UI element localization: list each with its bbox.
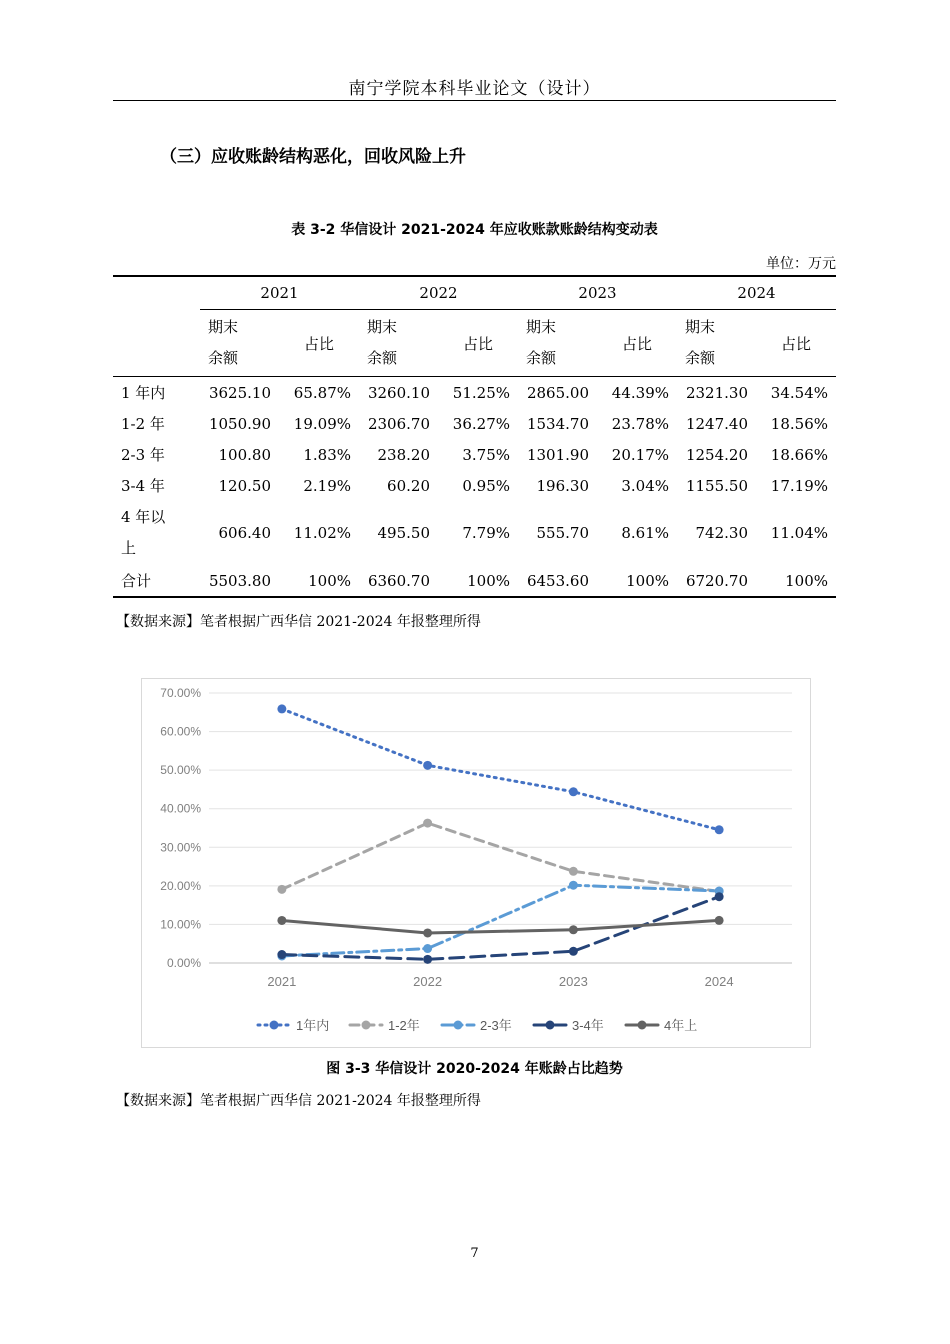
balance-header: 期末 余额	[200, 310, 279, 377]
table-cell: 2865.00	[526, 383, 589, 402]
table-cell: 36.27%	[452, 414, 510, 433]
legend-label: 1-2年	[388, 1018, 420, 1033]
row-label: 2-3 年	[121, 446, 165, 464]
x-tick-label: 2024	[704, 974, 734, 989]
table-row	[113, 501, 836, 565]
table-cell: 606.40	[218, 524, 271, 542]
section-heading: （三）应收账龄结构恶化，回收风险上升	[160, 147, 466, 167]
header-rule	[113, 100, 836, 101]
row-label: 4 年以 上	[121, 508, 166, 557]
table-cell: 60.20	[387, 476, 430, 495]
data-point	[423, 761, 432, 770]
table-cell: 6720.70	[677, 565, 756, 597]
legend-label: 4年上	[664, 1018, 698, 1033]
y-tick-label: 40.00%	[160, 801, 201, 816]
data-point	[423, 955, 432, 964]
y-tick-label: 10.00%	[160, 917, 201, 932]
legend-marker	[362, 1021, 371, 1030]
table-cell: 5503.80	[200, 565, 279, 597]
table-cell: 6360.70	[359, 565, 438, 597]
data-point	[569, 867, 578, 876]
aging-trend-chart	[141, 678, 811, 1048]
data-point	[277, 950, 286, 959]
y-tick-label: 0.00%	[166, 956, 201, 970]
table-row	[113, 439, 836, 470]
legend-marker	[638, 1021, 647, 1030]
share-header: 占比	[438, 310, 518, 377]
corner-cell	[113, 276, 200, 310]
table-cell: 0.95%	[462, 476, 510, 495]
legend-marker	[454, 1021, 463, 1030]
y-tick-label: 20.00%	[160, 878, 201, 893]
table-cell: 11.04%	[770, 524, 828, 542]
row-label: 1 年内	[121, 384, 166, 402]
data-point	[569, 881, 578, 890]
x-tick-label: 2023	[558, 974, 588, 989]
table-cell: 100%	[438, 565, 518, 597]
row-label: 3-4 年	[121, 477, 165, 495]
data-point	[569, 787, 578, 796]
data-point	[569, 925, 578, 934]
table-cell: 23.78%	[611, 414, 669, 433]
data-point	[277, 885, 286, 894]
unit-label: 单位：万元	[766, 256, 836, 272]
table-row-total	[113, 565, 836, 597]
page-header: 南宁学院本科毕业论文（设计）	[348, 79, 601, 99]
table-cell: 100%	[279, 565, 359, 597]
table-cell: 1155.50	[685, 476, 748, 495]
x-tick-label: 2022	[413, 974, 443, 989]
table-cell: 1534.70	[526, 414, 589, 433]
table-cell: 3.75%	[462, 445, 510, 464]
data-point	[423, 928, 432, 937]
balance-header: 期末 余额	[359, 310, 438, 377]
table-cell: 1.83%	[303, 445, 351, 464]
year-header: 2021	[200, 276, 359, 310]
legend-label: 1年内	[296, 1018, 330, 1033]
table-cell: 495.50	[377, 524, 430, 542]
table-cell: 34.54%	[770, 383, 828, 402]
data-point	[715, 916, 724, 925]
table-cell: 18.56%	[770, 414, 828, 433]
table-cell: 3.04%	[621, 476, 669, 495]
y-tick-label: 70.00%	[160, 686, 201, 700]
table-cell: 1254.20	[685, 445, 748, 464]
table-cell: 238.20	[377, 445, 430, 464]
table-row	[113, 470, 836, 501]
table-cell: 120.50	[218, 476, 271, 495]
series-line-1	[282, 823, 719, 891]
corner-cell	[113, 310, 200, 377]
y-tick-label: 60.00%	[160, 724, 201, 739]
chart-svg	[142, 679, 810, 1047]
table-cell: 44.39%	[611, 383, 669, 402]
data-point	[715, 825, 724, 834]
balance-header: 期末 余额	[518, 310, 597, 377]
table-cell: 2306.70	[367, 414, 430, 433]
table-cell: 1247.40	[685, 414, 748, 433]
table-cell: 8.61%	[621, 524, 669, 542]
table-cell: 18.66%	[770, 445, 828, 464]
table-cell: 100.80	[218, 445, 271, 464]
data-point	[423, 944, 432, 953]
share-header: 占比	[756, 310, 836, 377]
table-cell: 2.19%	[303, 476, 351, 495]
year-header: 2022	[359, 276, 518, 310]
table-cell: 2321.30	[685, 383, 748, 402]
table-cell: 6453.60	[518, 565, 597, 597]
x-tick-label: 2021	[267, 974, 297, 989]
y-tick-label: 30.00%	[160, 840, 201, 855]
table-cell: 51.25%	[452, 383, 510, 402]
table-cell: 100%	[597, 565, 677, 597]
data-point	[277, 704, 286, 713]
table-cell: 1301.90	[526, 445, 589, 464]
table-cell: 19.09%	[293, 414, 351, 433]
table-row	[113, 408, 836, 439]
data-point	[569, 947, 578, 956]
table-cell: 7.79%	[462, 524, 510, 542]
table-cell: 742.30	[695, 524, 748, 542]
page-number: 7	[470, 1246, 479, 1261]
table-source-note: 【数据来源】笔者根据广西华信 2021-2024 年报整理所得	[116, 614, 481, 630]
table-cell: 555.70	[536, 524, 589, 542]
data-point	[277, 916, 286, 925]
table-cell: 1050.90	[208, 414, 271, 433]
table-cell: 100%	[756, 565, 836, 597]
aging-table	[113, 275, 836, 598]
series-line-3	[282, 897, 719, 960]
table-cell: 196.30	[536, 476, 589, 495]
table-cell: 17.19%	[770, 476, 828, 495]
year-header: 2023	[518, 276, 677, 310]
table-cell: 11.02%	[293, 524, 351, 542]
table-cell: 20.17%	[611, 445, 669, 464]
legend-marker	[270, 1021, 279, 1030]
figure-caption: 图 3-3 华信设计 2020-2024 年账龄占比趋势	[326, 1061, 623, 1077]
y-tick-label: 50.00%	[160, 763, 201, 778]
table-caption: 表 3-2 华信设计 2021-2024 年应收账款账龄结构变动表	[291, 222, 658, 238]
data-point	[715, 892, 724, 901]
share-header: 占比	[279, 310, 359, 377]
table-cell: 3625.10	[208, 383, 271, 402]
data-point	[423, 819, 432, 828]
figure-source-note: 【数据来源】笔者根据广西华信 2021-2024 年报整理所得	[116, 1093, 481, 1109]
row-label: 合计	[113, 565, 200, 597]
table-cell: 3260.10	[367, 383, 430, 402]
legend-marker	[546, 1021, 555, 1030]
table-row	[113, 377, 836, 409]
year-header: 2024	[677, 276, 836, 310]
share-header: 占比	[597, 310, 677, 377]
row-label: 1-2 年	[121, 415, 165, 433]
balance-header: 期末 余额	[677, 310, 756, 377]
series-line-0	[282, 709, 719, 830]
legend-label: 3-4年	[572, 1018, 604, 1033]
table-cell: 65.87%	[293, 383, 351, 402]
legend-label: 2-3年	[480, 1018, 512, 1033]
